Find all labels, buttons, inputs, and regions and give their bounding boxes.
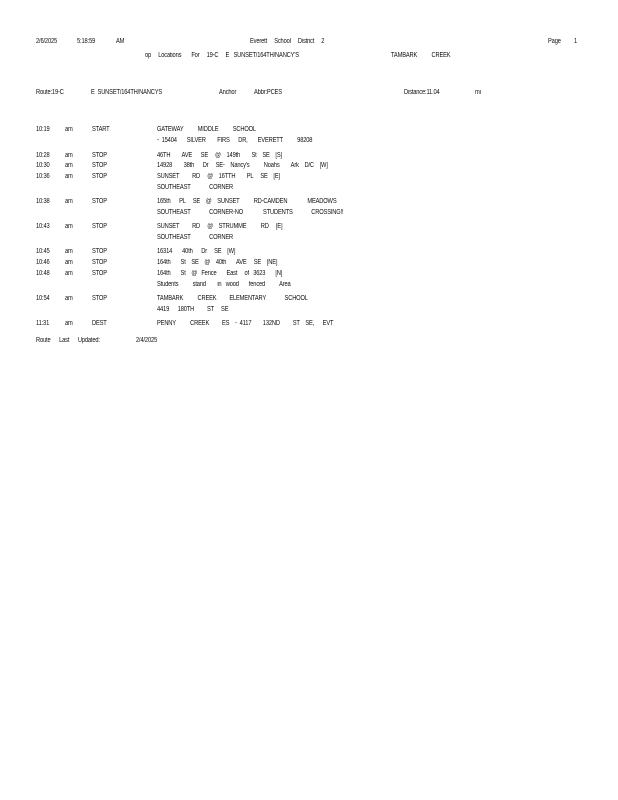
stop-ampm: am: [65, 152, 73, 159]
stop-type: STOP: [92, 295, 107, 302]
stop-location-line: - 15404 SILVER FIRS DR, EVERETT 98208: [157, 137, 313, 144]
stop-type: STOP: [92, 152, 107, 159]
report-ampm: AM: [116, 38, 125, 45]
last-updated-label: Route Last Updated:: [36, 337, 100, 344]
stop-time: 11:31: [36, 320, 50, 327]
stop-ampm: am: [65, 198, 73, 205]
district-title: Everett School District 2: [250, 38, 325, 45]
stop-ampm: am: [65, 259, 73, 266]
stop-location-line: 46TH AVE SE @ 149th St SE [S]: [157, 152, 282, 159]
page-label: Page: [548, 38, 561, 45]
stop-location-line: 4419 180TH ST SE: [157, 306, 229, 313]
anchor-label: Anchor: [219, 89, 237, 96]
stop-time: 10:48: [36, 270, 50, 277]
stop-ampm: am: [65, 173, 73, 180]
stop-location-line: Students stand in wood fenced Area: [157, 281, 291, 288]
stop-type: START: [92, 126, 110, 133]
stop-ampm: am: [65, 162, 73, 169]
stop-location-line: TAMBARK CREEK ELEMENTARY SCHOOL: [157, 295, 308, 302]
stop-time: 10:45: [36, 248, 50, 255]
school-name: TAMBARK CREEK: [391, 52, 451, 59]
stop-location-line: SOUTHEAST CORNER-NO STUDENTS CROSSING!!: [157, 209, 344, 216]
stop-time: 10:38: [36, 198, 50, 205]
stop-location-line: GATEWAY MIDDLE SCHOOL: [157, 126, 256, 133]
stop-type: STOP: [92, 198, 107, 205]
stop-type: STOP: [92, 162, 107, 169]
school-abbr: Abbr:PCES: [254, 89, 282, 96]
stop-location-line: SOUTHEAST CORNER: [157, 184, 234, 191]
stop-ampm: am: [65, 223, 73, 230]
stop-ampm: am: [65, 295, 73, 302]
last-updated-date: 2/4/2025: [136, 337, 158, 344]
stop-location-line: 164th St @ Fence East of 3623 [N]: [157, 270, 283, 277]
stop-location-line: 164th St SE @ 40th AVE SE [NE]: [157, 259, 278, 266]
distance-unit: mi: [475, 89, 481, 96]
stop-type: STOP: [92, 223, 107, 230]
stop-location-line: 16314 40th Dr SE [W]: [157, 248, 236, 255]
stop-time: 10:36: [36, 173, 50, 180]
stop-time: 10:46: [36, 259, 50, 266]
stop-location-line: SOUTHEAST CORNER: [157, 234, 234, 241]
stop-ampm: am: [65, 320, 73, 327]
stop-location-line: PENNY CREEK ES - 4117 132ND ST SE, EVT: [157, 320, 334, 327]
report-subtitle: op Locations For 19-C E SUNSET/164TH/NANCY'S: [145, 52, 299, 59]
report-date: 2/6/2025: [36, 38, 58, 45]
stop-ampm: am: [65, 248, 73, 255]
stop-time: 10:28: [36, 152, 50, 159]
stop-ampm: am: [65, 270, 73, 277]
page-number: 1: [574, 38, 578, 45]
stop-time: 10:54: [36, 295, 50, 302]
stop-location-line: SUNSET RD @ 16TTH PL SE [E]: [157, 173, 280, 180]
stop-ampm: am: [65, 126, 73, 133]
stop-type: DEST: [92, 320, 107, 327]
stop-type: STOP: [92, 173, 107, 180]
stop-time: 10:30: [36, 162, 50, 169]
stop-time: 10:19: [36, 126, 50, 133]
stop-type: STOP: [92, 259, 107, 266]
stop-location-line: 165th PL SE @ SUNSET RD-CAMDEN MEADOWS: [157, 198, 337, 205]
route-label: Route:19-C: [36, 89, 64, 96]
stop-time: 10:43: [36, 223, 50, 230]
route-distance: Distance:11.04: [404, 89, 440, 96]
route-description: E SUNSET/164TH/NANCYS: [91, 89, 163, 96]
stop-type: STOP: [92, 270, 107, 277]
stop-location-line: 14928 38th Dr SE- Nancy's Noahs Ark D/C [W]: [157, 162, 328, 169]
stop-location-line: SUNSET RD @ STRUMME RD [E]: [157, 223, 283, 230]
report-time: 5:18:59: [77, 38, 96, 45]
stop-type: STOP: [92, 248, 107, 255]
